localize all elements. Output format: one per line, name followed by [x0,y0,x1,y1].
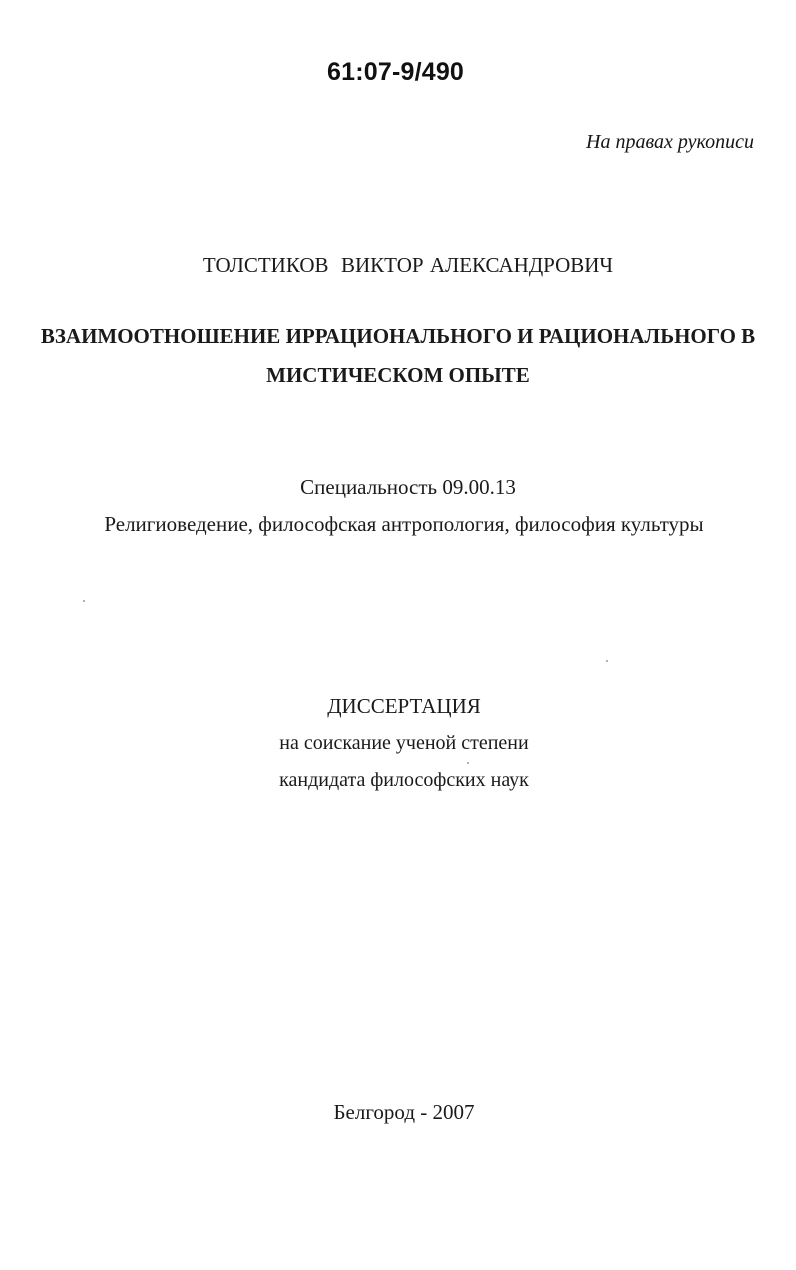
dissertation-title-line-1: ВЗАИМООТНОШЕНИЕ ИРРАЦИОНАЛЬНОГО И РАЦИОНАЛЬНОГО В [40,324,756,348]
degree-line-2: кандидата философских наук [279,769,529,791]
document-type: ДИССЕРТАЦИЯ [327,694,481,718]
city-year: Белгород - 2007 [333,1100,475,1124]
archive-code: 61:07-9/490 [327,58,465,86]
scan-speck [83,600,85,602]
specialty-code: Специальность 09.00.13 [300,475,516,499]
dissertation-title-line-2: МИСТИЧЕСКОМ ОПЫТЕ [266,363,530,387]
specialty-name: Религиоведение, философская антропология, философия культуры [104,512,704,536]
degree-line-1: на соискание ученой степени [279,732,529,754]
author-name: ТОЛСТИКОВ ВИКТОР АЛЕКСАНДРОВИЧ [202,253,614,277]
scan-speck [606,660,608,662]
scan-speck [467,762,469,764]
rights-note: На правах рукописи [586,131,754,153]
